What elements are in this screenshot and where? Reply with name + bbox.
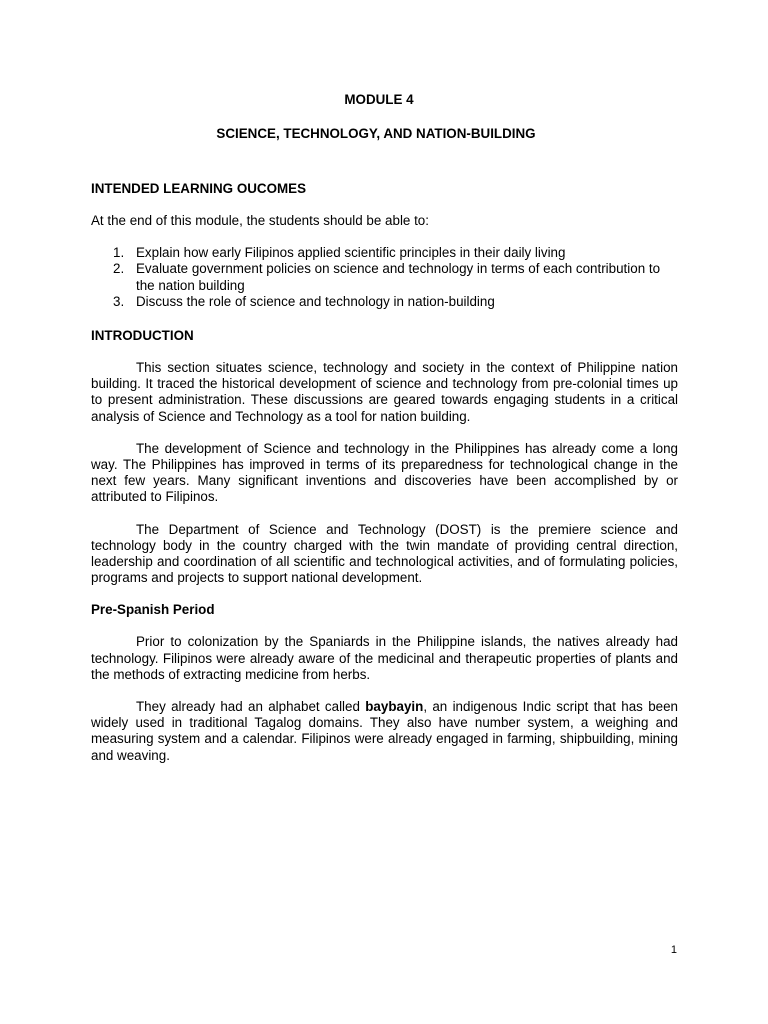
module-title: SCIENCE, TECHNOLOGY, AND NATION-BUILDING bbox=[216, 126, 536, 141]
outcomes-list bbox=[91, 245, 678, 310]
list-item bbox=[113, 261, 678, 293]
list-item-number: 2. bbox=[113, 261, 125, 277]
list-item-text: Explain how early Filipinos applied scientific principles in their daily living bbox=[136, 245, 566, 261]
outcomes-intro: At the end of this module, the students should be able to: bbox=[91, 213, 429, 228]
list-item-text: Discuss the role of science and technology in nation-building bbox=[136, 293, 495, 309]
introduction-paragraph: This section situates science, technology and society in the context of Philippine nation building. It traced the historical development of science and technology from pre-colonial times up to present administration. These discussions are geared towards engaging students in a critical analysis of Science and Technology as a tool for nation building. bbox=[91, 360, 678, 424]
introduction-paragraph: The development of Science and technology in the Philippines has already come a long way. The Philippines has improved in terms of its preparedness for technological change in the next few years. Many significant inventions and discoveries have been accomplished by or attributed to Filipinos. bbox=[91, 440, 678, 505]
page-content bbox=[91, 92, 678, 764]
paragraph-text: They already had an alphabet called bbox=[136, 699, 366, 715]
introduction-heading: INTRODUCTION bbox=[91, 328, 194, 344]
list-item-text: Evaluate government policies on science and technology in terms of each contribution to the nation building bbox=[136, 261, 661, 293]
list-item bbox=[113, 245, 678, 261]
list-item-number: 3. bbox=[113, 293, 125, 309]
module-label: MODULE 4 bbox=[344, 92, 414, 107]
introduction-paragraph: The Department of Science and Technology (DOST) is the premiere science and technology body in the country charged with the twin mandate of providing central direction, leadership and coordination of all scientific and technological activities, and of formulating policies, programs and projects to support national development. bbox=[91, 521, 678, 586]
pre-spanish-heading: Pre-Spanish Period bbox=[91, 602, 215, 618]
paragraph-text: , an indigenous Indic script that has been widely used in traditional Tagalog domains. They also have number system, a weighing and measuring system and a calendar. Filipinos were already engaged in farming, shipbuilding, mining and weaving. bbox=[91, 699, 678, 763]
page-number: 1 bbox=[670, 944, 677, 956]
pre-spanish-paragraph: Prior to colonization by the Spaniards in the Philippine islands, the natives already had technology. Filipinos were already aware of the medicinal and therapeutic properties of plants and the methods of extracting medicine from herbs. bbox=[91, 634, 678, 682]
list-item-number: 1. bbox=[113, 245, 125, 261]
list-item bbox=[113, 293, 678, 310]
baybayin-term: baybayin bbox=[365, 699, 424, 715]
pre-spanish-paragraph bbox=[91, 699, 678, 764]
outcomes-heading: INTENDED LEARNING OUCOMES bbox=[91, 181, 307, 196]
